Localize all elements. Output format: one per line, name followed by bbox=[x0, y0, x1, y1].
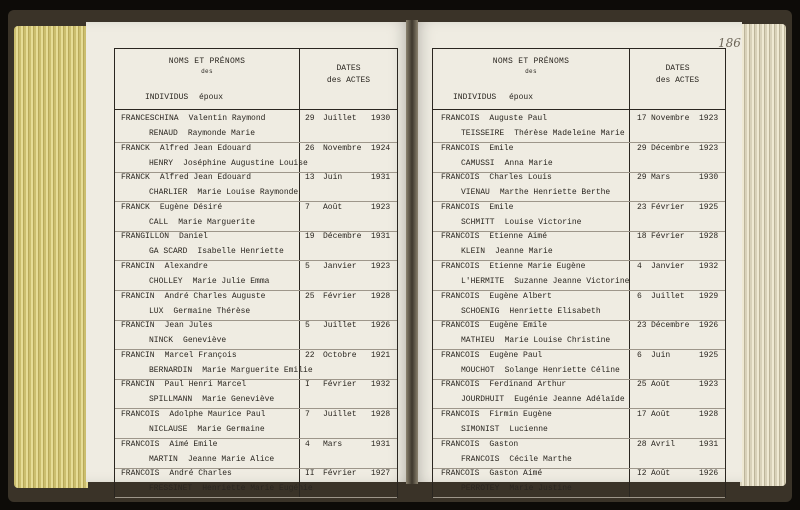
individual-name: FRANCOIS Charles Louis bbox=[441, 173, 552, 183]
act-month: Octobre bbox=[323, 350, 357, 360]
spouse-name: HENRY Joséphine Augustine Louise bbox=[149, 158, 308, 168]
individual-name: FRANCOIS Auguste Paul bbox=[441, 114, 548, 123]
act-year: 1931 bbox=[371, 439, 391, 449]
register-entry bbox=[433, 377, 725, 409]
register-entry bbox=[433, 318, 725, 350]
act-month: Juin bbox=[651, 350, 671, 360]
individual-name: FRANCOIS Eugène Paul bbox=[441, 350, 543, 360]
individual-name: FRANCOIS Aimé Emile bbox=[121, 439, 218, 449]
spouse-name: VIENAU Marthe Henriette Berthe bbox=[461, 188, 611, 198]
spouse-name: FRESSINET Henriette Marie Eugénie bbox=[149, 484, 313, 494]
individual-name: FRANCIN Paul Henri Marcel bbox=[121, 380, 247, 390]
left-page-edges bbox=[14, 26, 88, 488]
spouse-name: CALL Marie Marguerite bbox=[149, 217, 256, 227]
names-column-header: NOMS ET PRÉNOMS des bbox=[168, 57, 246, 75]
names-column-header: NOMS ET PRÉNOMS des bbox=[492, 57, 570, 75]
register-entry bbox=[115, 229, 397, 261]
act-year: 1932 bbox=[371, 380, 391, 390]
spouse-name: BERNARDIN Marie Marguerite Emilie bbox=[149, 365, 313, 375]
act-year: 1931 bbox=[699, 439, 719, 449]
act-day: 7 bbox=[305, 202, 310, 212]
act-month: Janvier bbox=[323, 262, 357, 271]
act-year: 1928 bbox=[371, 410, 391, 419]
act-month: Décembre bbox=[323, 232, 362, 242]
act-day: 29 bbox=[637, 143, 647, 153]
act-day: 17 bbox=[637, 410, 647, 419]
register-entry bbox=[115, 407, 397, 439]
act-year: 1931 bbox=[371, 173, 391, 183]
act-month: Août bbox=[651, 469, 671, 479]
individual-name: FRANCOIS Eugène Emile bbox=[441, 321, 548, 331]
act-day: 19 bbox=[305, 232, 315, 242]
register-entry bbox=[115, 141, 397, 173]
act-year: 1923 bbox=[699, 143, 719, 153]
row-rule bbox=[433, 497, 725, 498]
dates-column-header: DATES des ACTES bbox=[326, 64, 371, 85]
register-entry bbox=[433, 170, 725, 202]
act-year: 1926 bbox=[371, 321, 391, 331]
register-entry bbox=[433, 407, 725, 439]
individual-name: FRANCIN André Charles Auguste bbox=[121, 291, 266, 301]
act-year: 1923 bbox=[699, 114, 719, 123]
act-month: Novembre bbox=[651, 114, 690, 123]
act-year: 1927 bbox=[371, 469, 391, 479]
spouse-name: KLEIN Jeanne Marie bbox=[461, 247, 553, 257]
act-year: 1928 bbox=[371, 291, 391, 301]
individual-name: FRANCESCHINA Valentin Raymond bbox=[121, 114, 266, 123]
act-year: 1929 bbox=[699, 291, 719, 301]
spouse-name: FRANCOIS Cécile Marthe bbox=[461, 454, 572, 464]
spouse-name: JOURDHUIT Eugénie Jeanne Adélaïde bbox=[461, 395, 625, 405]
act-day: 23 bbox=[637, 321, 647, 331]
act-year: 1928 bbox=[699, 232, 719, 242]
individual-name: FRANCK Alfred Jean Edouard bbox=[121, 143, 252, 153]
folio-number: 186 bbox=[718, 36, 741, 50]
spouse-name: MATHIEU Marie Louise Christine bbox=[461, 336, 611, 346]
act-month: Mars bbox=[323, 439, 343, 449]
individual-name: FRANCIN Marcel François bbox=[121, 350, 237, 360]
act-day: 25 bbox=[637, 380, 647, 390]
act-year: 1924 bbox=[371, 143, 391, 153]
spouse-name: NICLAUSE Marie Germaine bbox=[149, 425, 265, 434]
act-month: Décembre bbox=[651, 321, 690, 331]
act-month: Août bbox=[323, 202, 343, 212]
act-month: Novembre bbox=[323, 143, 362, 153]
act-year: 1925 bbox=[699, 202, 719, 212]
act-day: 6 bbox=[637, 291, 642, 301]
act-month: Juillet bbox=[323, 321, 357, 331]
register-entry bbox=[115, 200, 397, 232]
register-entry bbox=[433, 437, 725, 469]
act-day: 7 bbox=[305, 410, 310, 419]
register-entry bbox=[115, 318, 397, 350]
spouse-name: LUX Germaine Thérèse bbox=[149, 306, 251, 316]
act-day: 5 bbox=[305, 262, 310, 271]
act-day: 4 bbox=[305, 439, 310, 449]
register-entry bbox=[115, 259, 397, 291]
spouse-name: CHARLIER Marie Louise Raymonde bbox=[149, 188, 299, 198]
act-day: 28 bbox=[637, 439, 647, 449]
register-entry bbox=[115, 111, 397, 143]
act-year: 1925 bbox=[699, 350, 719, 360]
act-month: Juin bbox=[323, 173, 343, 183]
individual-name: FRANCOIS Firmin Eugène bbox=[441, 410, 552, 419]
act-month: Juillet bbox=[651, 291, 685, 301]
right-table-header: NOMS ET PRÉNOMS des INDIVIDUS époux DATES des ACTES bbox=[433, 49, 725, 110]
act-day: 26 bbox=[305, 143, 315, 153]
individual-name: FRANCK Alfred Jean Edouard bbox=[121, 173, 252, 183]
act-year: 1923 bbox=[699, 380, 719, 390]
act-day: 29 bbox=[305, 114, 315, 123]
individual-name: FRANCOIS Gaston Aimé bbox=[441, 469, 543, 479]
act-day: 18 bbox=[637, 232, 647, 242]
register-entry bbox=[433, 466, 725, 498]
register-entry bbox=[115, 377, 397, 409]
individual-name: FRANCOIS Ferdinand Arthur bbox=[441, 380, 567, 390]
individual-name: FRANCIN Jean Jules bbox=[121, 321, 213, 331]
act-year: 1921 bbox=[371, 350, 391, 360]
register-entry bbox=[433, 259, 725, 291]
act-day: 13 bbox=[305, 173, 315, 183]
act-month: Février bbox=[651, 202, 685, 212]
register-entry bbox=[433, 200, 725, 232]
individual-name: FRANCOIS Etienne Aimé bbox=[441, 232, 548, 242]
spouse-name: SCHMITT Louise Victorine bbox=[461, 217, 582, 227]
register-entry bbox=[433, 348, 725, 380]
act-year: 1930 bbox=[371, 114, 391, 123]
act-day: 17 bbox=[637, 114, 647, 123]
left-register-table bbox=[114, 48, 398, 498]
act-day: 4 bbox=[637, 262, 642, 271]
register-entry bbox=[115, 466, 397, 498]
act-year: 1928 bbox=[699, 410, 719, 419]
act-day: II bbox=[305, 469, 315, 479]
register-entry bbox=[115, 437, 397, 469]
act-year: 1931 bbox=[371, 232, 391, 242]
spouse-name: L'HERMITE Suzanne Jeanne Victorine bbox=[461, 277, 630, 286]
act-month: Février bbox=[323, 380, 357, 390]
row-rule bbox=[115, 497, 397, 498]
act-month: Décembre bbox=[651, 143, 690, 153]
act-year: 1923 bbox=[371, 202, 391, 212]
individual-name: FRANCOIS Etienne Marie Eugène bbox=[441, 262, 586, 271]
individual-name: FRANCK Eugène Désiré bbox=[121, 202, 223, 212]
right-page bbox=[412, 22, 742, 494]
right-register-table bbox=[432, 48, 726, 498]
act-year: 1932 bbox=[699, 262, 719, 271]
act-month: Août bbox=[651, 380, 671, 390]
spouse-name: NINCK Geneviève bbox=[149, 336, 227, 346]
spouse-name: TEISSEIRE Thérèse Madeleine Marie bbox=[461, 129, 625, 138]
individual-name: FRANGILLON Daniel bbox=[121, 232, 208, 242]
act-day: 23 bbox=[637, 202, 647, 212]
act-month: Août bbox=[651, 410, 671, 419]
spouse-name: CHOLLEY Marie Julie Emma bbox=[149, 277, 270, 286]
register-entry bbox=[115, 170, 397, 202]
right-page-edges bbox=[740, 24, 786, 486]
act-month: Juillet bbox=[323, 114, 357, 123]
act-month: Mars bbox=[651, 173, 671, 183]
act-month: Février bbox=[651, 232, 685, 242]
act-day: I bbox=[305, 380, 310, 390]
register-entry bbox=[433, 111, 725, 143]
register-entry bbox=[115, 348, 397, 380]
spouse-name: SIMONIST Lucienne bbox=[461, 425, 548, 434]
individual-name: FRANCOIS Eugène Albert bbox=[441, 291, 552, 301]
left-page bbox=[86, 22, 412, 494]
individual-name: FRANCIN Alexandre bbox=[121, 262, 208, 271]
book-spine bbox=[406, 20, 418, 484]
spouse-name: PERROTEY Marie Justine bbox=[461, 484, 572, 494]
spouse-name: RENAUD Raymonde Marie bbox=[149, 129, 256, 138]
register-entry bbox=[433, 141, 725, 173]
act-day: I2 bbox=[637, 469, 647, 479]
act-day: 5 bbox=[305, 321, 310, 331]
spouse-name: GA SCARD Isabelle Henriette bbox=[149, 247, 284, 257]
act-month: Avril bbox=[651, 439, 676, 449]
individual-name: FRANCOIS Adolphe Maurice Paul bbox=[121, 410, 266, 419]
left-table-header: NOMS ET PRÉNOMS des INDIVIDUS époux DATES des ACTES bbox=[115, 49, 397, 110]
act-day: 6 bbox=[637, 350, 642, 360]
spouse-name: CAMUSSI Anna Marie bbox=[461, 158, 553, 168]
act-month: Février bbox=[323, 291, 357, 301]
register-entry bbox=[115, 289, 397, 321]
act-day: 29 bbox=[637, 173, 647, 183]
spouse-name: SCHOENIG Henriette Elisabeth bbox=[461, 306, 601, 316]
act-year: 1930 bbox=[699, 173, 719, 183]
dates-column-header: DATES des ACTES bbox=[655, 64, 700, 85]
individual-name: FRANCOIS André Charles bbox=[121, 469, 232, 479]
individual-name: FRANCOIS Gaston bbox=[441, 439, 519, 449]
act-day: 22 bbox=[305, 350, 315, 360]
spouse-name: MOUCHOT Solange Henriette Céline bbox=[461, 365, 620, 375]
individual-name: FRANCOIS Emile bbox=[441, 143, 514, 153]
act-month: Juillet bbox=[323, 410, 357, 419]
individual-name: FRANCOIS Emile bbox=[441, 202, 514, 212]
spouse-name: SPILLMANN Marie Geneviève bbox=[149, 395, 275, 405]
register-entry bbox=[433, 229, 725, 261]
act-month: Janvier bbox=[651, 262, 685, 271]
register-entry bbox=[433, 289, 725, 321]
act-year: 1926 bbox=[699, 469, 719, 479]
act-year: 1923 bbox=[371, 262, 391, 271]
act-month: Février bbox=[323, 469, 357, 479]
act-year: 1926 bbox=[699, 321, 719, 331]
spouse-name: MARTIN Jeanne Marie Alice bbox=[149, 454, 275, 464]
act-day: 25 bbox=[305, 291, 315, 301]
